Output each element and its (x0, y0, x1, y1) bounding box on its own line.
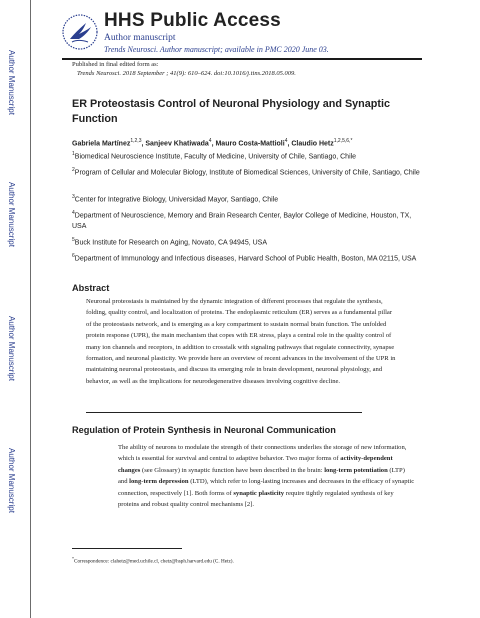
header-divider (62, 58, 422, 60)
hhs-public-access-title: HHS Public Access (104, 10, 281, 31)
glossary-term: activity-dependent changes (118, 455, 393, 474)
author-name: Sanjeev Khatiwada (145, 140, 209, 148)
citation: Trends Neurosci. 2018 September ; 41(9): 610–624. doi:10.1016/j.tins.2018.05.009. (77, 70, 296, 77)
side-label-author-manuscript: Author Manuscript (7, 316, 16, 381)
affiliation: $^1$Biomedical Neuroscience Institute, Faculty of Medicine, University of Chile, Santiago, Chile (72, 151, 357, 161)
glossary-term: long-term depression (129, 478, 189, 486)
affiliation: $^4$Department of Neuroscience, Memory and Brain Research Center, Baylor College of Medicine, Houston, TX, USA (72, 210, 412, 231)
footnote-divider (72, 548, 182, 549)
section-paragraph: The ability of neurons to modulate the strength of their connections underlies the storage of new information, which is essential for survival and central to adaptive behavior. Two major forms of activity-dependent changes (see Glossary) in synaptic function have been described in the brain: long-term potentiation (LTP) and long-term depression (LTD), which refer to long-lasting increases and decreases in the efficacy of synaptic connection, respectively [1]. Both forms of synaptic plasticity require tightly regulated synthesis of key proteins and robust quality control mechanisms [2]. (118, 444, 415, 509)
affiliation: $^3$Center for Integrative Biology, Universidad Mayor, Santiago, Chile (72, 194, 279, 204)
section-heading: Regulation of Protein Synthesis in Neuronal Communication (72, 425, 336, 435)
abstract-divider (86, 412, 362, 413)
glossary-term: long-term potentiation (324, 466, 388, 474)
side-label-author-manuscript: Author Manuscript (7, 50, 16, 115)
author-list: Gabriela Martínez$^{1,2,3}$, Sanjeev Khatiwada$^4$, Mauro Costa-Mattioli$^4$, Claudio Hetz$^{1,2,5,6,*}$ (72, 138, 353, 148)
side-label-author-manuscript: Author Manuscript (7, 448, 16, 513)
margin-rule (30, 0, 31, 618)
affiliation: $^5$Buck Institute for Research on Aging, Novato, CA 94945, USA (72, 237, 268, 247)
side-label-author-manuscript: Author Manuscript (7, 182, 16, 247)
article-title: ER Proteostasis Control of Neuronal Physiology and Synaptic Function (72, 98, 390, 125)
abstract-text: Neuronal proteostasis is maintained by the dynamic integration of different processes that regulate the synthesis, folding, quality control, and localization of proteins. The endoplasmic reticulum (ER) serves as a fundamental pillar of the proteostasis network, and is emerging as a key compartment to sustain normal brain function. The unfolded protein response (UPR), the main mechanism that copes with ER stress, plays a central role in the quality control of many ion channels and receptors, in addition to crosstalk with signaling pathways that regulate connectivity, synapse formation, and neuronal plasticity. We provide here an overview of recent advances in the involvement of the UPR in maintaining neuronal proteostasis, and discuss its emerging role in brain development, neuronal physiology, and behavior, as well as the implications for neurodegenerative diseases involving cognitive decline. (86, 298, 396, 385)
manuscript-type: Author manuscript (104, 33, 176, 43)
published-as-label: Published in final edited form as: (72, 61, 159, 68)
affiliation: $^6$Department of Immunology and Infectious diseases, Harvard School of Public Health, Boston, MA 02115, USA (72, 253, 417, 263)
hhs-eagle-logo-icon (60, 12, 100, 52)
author-name: Gabriela Martínez (72, 140, 131, 148)
glossary-term: synaptic plasticity (233, 489, 285, 497)
pmc-availability: Trends Neurosci. Author manuscript; available in PMC 2020 June 03. (104, 45, 329, 54)
abstract-heading: Abstract (72, 283, 110, 293)
correspondence-footnote: *Correspondence: clahetz@med.uchile.cl, chetz@hsph.harvard.edu (C. Hetz). (72, 556, 234, 565)
author-name: Claudio Hetz (291, 140, 334, 148)
author-name: Mauro Costa-Mattioli (215, 140, 285, 148)
affiliation: $^2$Program of Cellular and Molecular Biology, Institute of Biomedical Sciences, University of Chile, Santiago, Chile (72, 167, 420, 177)
